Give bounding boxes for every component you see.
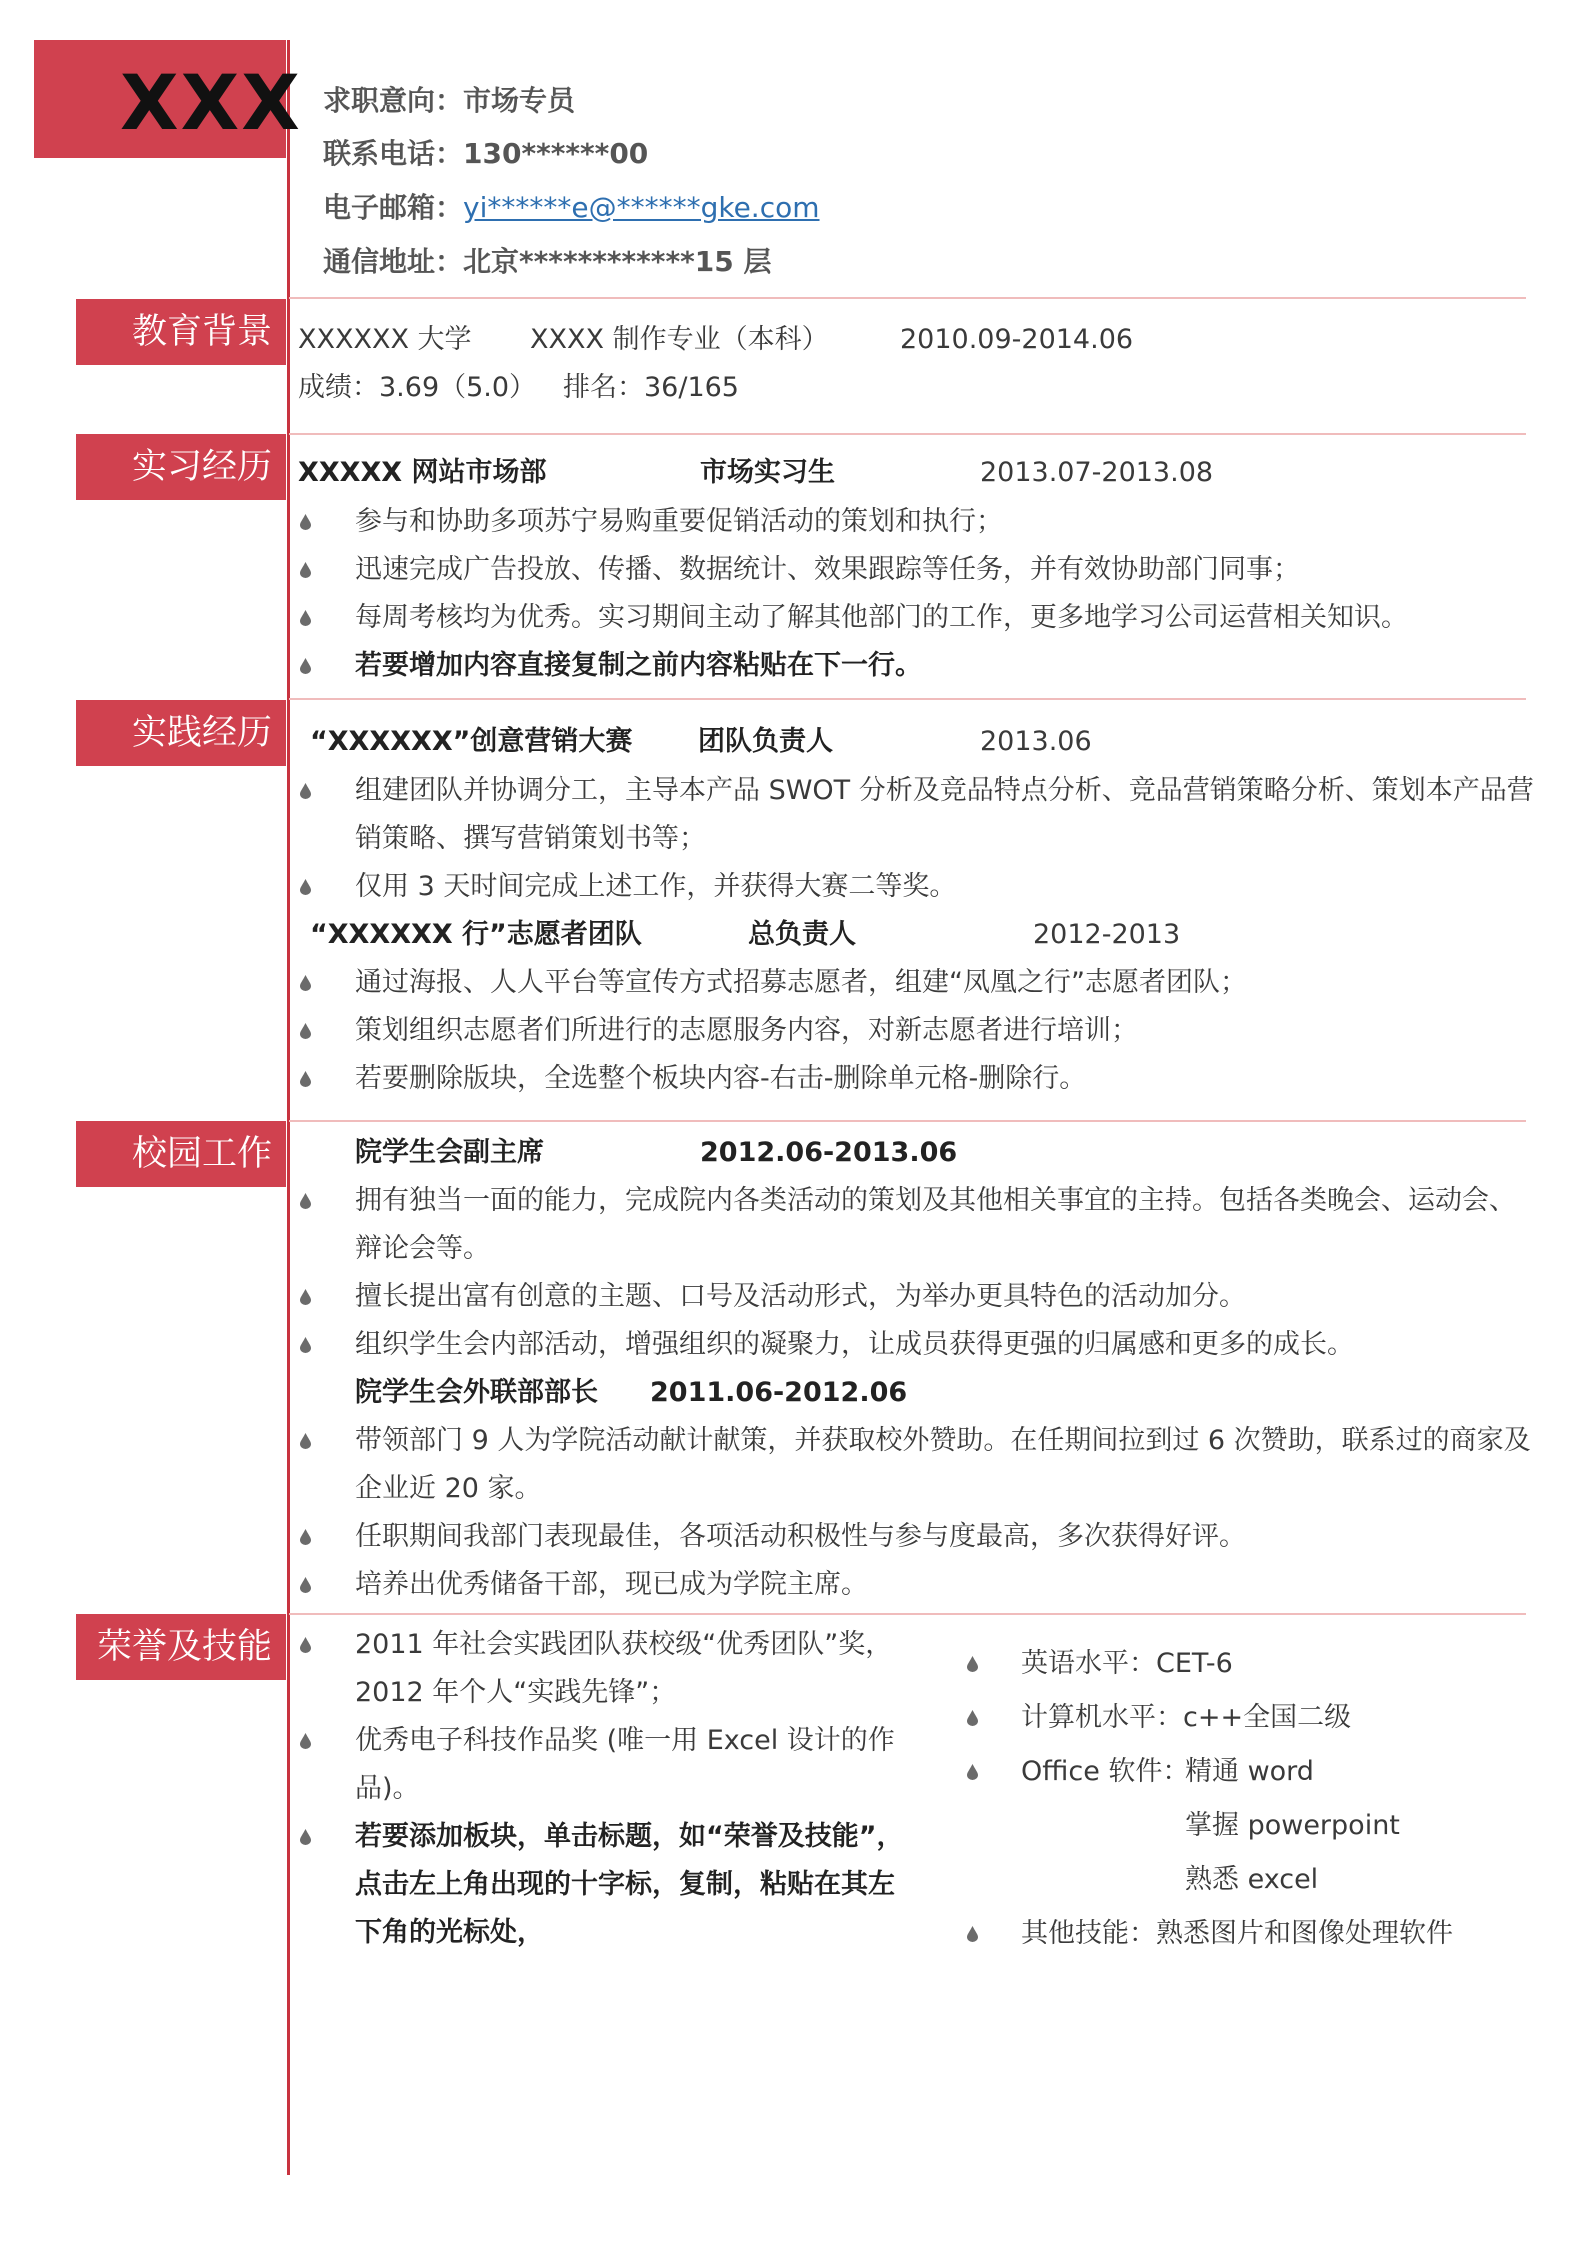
bullet-icon [300,1337,311,1353]
skill-other: 其他技能：熟悉图片和图像处理软件 [1021,1918,1453,1949]
practice-org-1: “XXXXXX”创意营销大赛 [310,726,633,757]
skill-office-excel: 熟悉 excel [1185,1864,1319,1895]
bullet-icon [300,1433,311,1449]
practice-period-1: 2013.06 [980,726,1092,757]
intern-period: 2013.07-2013.08 [980,457,1214,488]
section-title-campus: 校园工作 [76,1121,286,1187]
section-divider [289,297,1526,299]
intern-role: 市场实习生 [700,457,835,488]
skill-office-ppt: 掌握 powerpoint [1185,1810,1400,1841]
email: 电子邮箱：yi******e@******gke.com [323,191,820,224]
bullet-icon [300,658,311,674]
phone: 联系电话：130******00 [323,137,649,170]
intern-org: XXXXX 网站市场部 [298,457,547,488]
list-item: 擅长提出富有创意的主题、口号及活动形式，为举办更具特色的活动加分。 [355,1281,1246,1312]
bullet-icon [300,1023,311,1039]
bullet-icon [967,1764,978,1780]
honor-item-cont: 下角的光标处， [355,1917,544,1948]
bullet-icon [300,562,311,578]
bullet-icon [300,975,311,991]
list-item: 参与和协助多项苏宁易购重要促销活动的策划和执行； [355,506,1003,537]
edu-period: 2010.09-2014.06 [900,324,1134,355]
bullet-icon [300,783,311,799]
list-item: 若要增加内容直接复制之前内容粘贴在下一行。 [355,650,922,681]
section-divider [289,433,1526,435]
rank: 排名：36/165 [563,372,739,403]
list-item: 拥有独当一面的能力，完成院内各类活动的策划及其他相关事宜的主持。包括各类晚会、运动会、 [355,1185,1516,1216]
candidate-name: XXX [120,58,302,147]
list-item: 培养出优秀储备干部，现已成为学院主席。 [355,1569,868,1600]
timeline-line [287,40,290,2175]
bullet-icon [300,1733,311,1749]
address: 通信地址：北京************15 层 [323,245,772,278]
list-item-cont: 企业近 20 家。 [355,1473,542,1504]
list-item: 策划组织志愿者们所进行的志愿服务内容，对新志愿者进行培训； [355,1015,1138,1046]
bullet-icon [300,1577,311,1593]
skill-office-label: Office 软件： [1021,1756,1190,1787]
bullet-icon [967,1926,978,1942]
bullet-icon [300,1071,311,1087]
honor-item: 2011 年社会实践团队获校级“优秀团队”奖， [355,1629,893,1660]
practice-period-2: 2012-2013 [1033,919,1181,950]
bullet-icon [300,1289,311,1305]
campus-period-1: 2012.06-2013.06 [700,1137,958,1168]
skill-computer: 计算机水平：c++全国二级 [1021,1702,1352,1733]
list-item: 组织学生会内部活动，增强组织的凝聚力，让成员获得更强的归属感和更多的成长。 [355,1329,1354,1360]
list-item: 每周考核均为优秀。实习期间主动了解其他部门的工作，更多地学习公司运营相关知识。 [355,602,1408,633]
bullet-icon [300,879,311,895]
honor-item-cont: 2012 年个人“实践先锋”； [355,1677,677,1708]
list-item-cont: 辩论会等。 [355,1233,490,1264]
bullet-icon [300,514,311,530]
bullet-icon [300,1637,311,1653]
section-title-honors: 荣誉及技能 [76,1614,286,1680]
list-item: 带领部门 9 人为学院活动献计献策，并获取校外赞助。在任期间拉到过 6 次赞助，联系过的商家及 [355,1425,1531,1456]
campus-role-2: 院学生会外联部部长 [355,1377,598,1408]
bullet-icon [300,1529,311,1545]
list-item: 通过海报、人人平台等宣传方式招募志愿者，组建“凤凰之行”志愿者团队； [355,967,1247,998]
practice-role-2: 总负责人 [748,919,856,950]
list-item: 仅用 3 天时间完成上述工作，并获得大赛二等奖。 [355,871,957,902]
list-item-cont: 销策略、撰写营销策划书等； [355,823,706,854]
skill-english: 英语水平：CET-6 [1021,1648,1233,1679]
section-title-education: 教育背景 [76,299,286,365]
list-item: 若要删除版块，全选整个板块内容-右击-删除单元格-删除行。 [355,1063,1087,1094]
major: XXXX 制作专业（本科） [530,324,829,355]
email-link[interactable]: yi******e@******gke.com [463,191,820,224]
list-item: 组建团队并协调分工，主导本产品 SWOT 分析及竞品特点分析、竞品营销策略分析、策划本产品营 [355,775,1534,806]
section-divider [289,698,1526,700]
bullet-icon [300,1829,311,1845]
section-title-practice: 实践经历 [76,700,286,766]
bullet-icon [967,1656,978,1672]
list-item: 任职期间我部门表现最佳，各项活动积极性与参与度最高，多次获得好评。 [355,1521,1246,1552]
bullet-icon [300,1193,311,1209]
list-item: 迅速完成广告投放、传播、数据统计、效果跟踪等任务，并有效协助部门同事； [355,554,1300,585]
school: XXXXXX 大学 [298,324,472,355]
score: 成绩：3.69（5.0） [298,372,537,403]
honor-item: 优秀电子科技作品奖 (唯一用 Excel 设计的作 [355,1725,895,1756]
bullet-icon [967,1710,978,1726]
section-divider [289,1613,1526,1615]
campus-period-2: 2011.06-2012.06 [650,1377,908,1408]
honor-item-cont: 点击左上角出现的十字标，复制，粘贴在其左 [355,1869,895,1900]
skill-office-word: 精通 word [1185,1756,1314,1787]
bullet-icon [300,610,311,626]
practice-role-1: 团队负责人 [698,726,833,757]
section-divider [289,1120,1526,1122]
honor-item-cont: 品)。 [355,1773,420,1804]
section-title-internship: 实习经历 [76,434,286,500]
campus-role-1: 院学生会副主席 [355,1137,544,1168]
practice-org-2: “XXXXXX 行”志愿者团队 [310,919,642,950]
honor-item: 若要添加板块，单击标题，如“荣誉及技能”， [355,1821,904,1852]
job-intent: 求职意向：市场专员 [323,84,576,117]
